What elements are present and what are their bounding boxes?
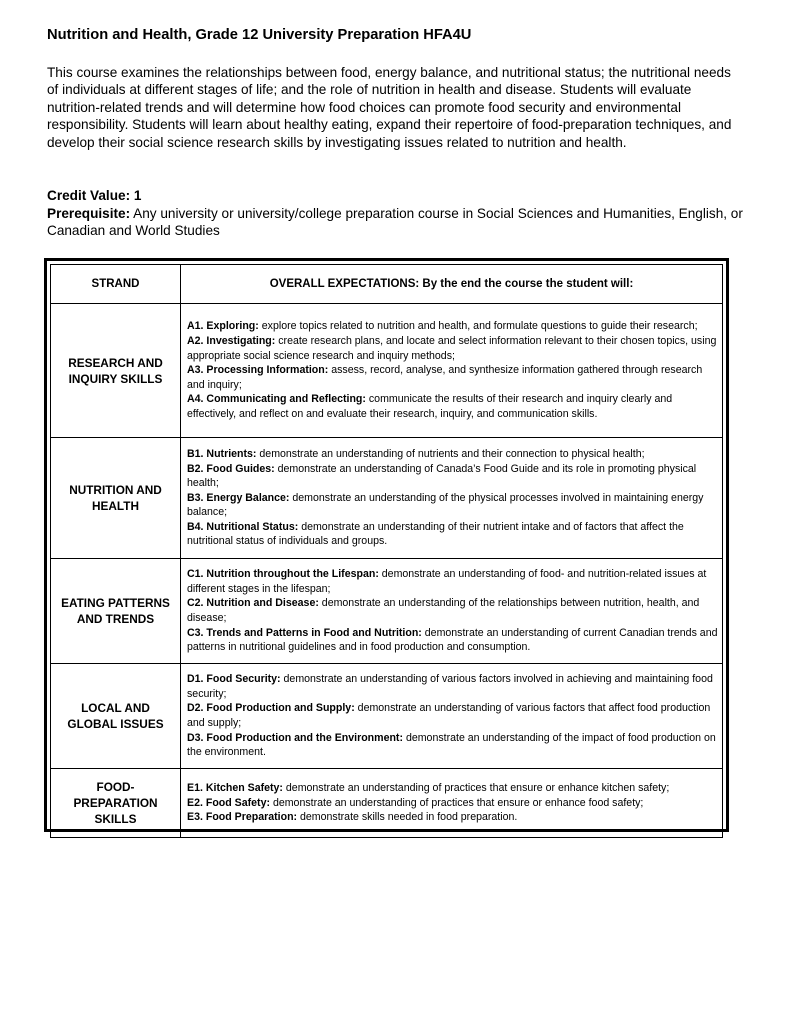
header-expectations: OVERALL EXPECTATIONS: By the end the course the student will: xyxy=(181,265,723,304)
expectation-text: create research plans, and locate and select information relevant to their chosen topics, using appropriate social science research and inquiry methods; xyxy=(187,335,717,362)
expectation-item xyxy=(187,596,718,625)
expectation-label: A4. Communicating and Reflecting: xyxy=(187,393,366,406)
table-row xyxy=(51,559,723,664)
expectation-label: A2. Investigating: xyxy=(187,335,276,348)
header-strand: STRAND xyxy=(51,265,181,304)
table-header-row xyxy=(51,265,723,304)
expectations-cell xyxy=(181,664,723,769)
expectation-label: C2. Nutrition and Disease: xyxy=(187,597,319,610)
expectation-label: B3. Energy Balance: xyxy=(187,491,290,504)
expectation-item xyxy=(187,319,718,334)
table-body xyxy=(51,304,723,838)
strand-cell: RESEARCH AND INQUIRY SKILLS xyxy=(51,304,181,438)
expectation-label: C3. Trends and Patterns in Food and Nutrition: xyxy=(187,626,422,639)
expectations-table xyxy=(50,264,723,838)
prerequisite xyxy=(47,205,747,240)
expectation-text: demonstrate an understanding of practices that ensure or enhance kitchen safety; xyxy=(282,782,670,795)
expectation-label: D3. Food Production and the Environment: xyxy=(187,731,403,744)
expectation-text: demonstrate an understanding of the relationships between nutrition, health, and disease; xyxy=(187,597,700,624)
expectation-text: demonstrate an understanding of nutrients and their connection to physical health; xyxy=(256,447,645,460)
expectation-item xyxy=(187,520,718,549)
expectation-text: demonstrate an understanding of food- and nutrition-related issues at different stages in the lifespan; xyxy=(187,568,707,595)
prerequisite-text: Any university or university/college preparation course in Social Sciences and Humanities, English, or Canadian and World Studies xyxy=(47,206,743,239)
expectations-cell xyxy=(181,438,723,559)
expectation-item xyxy=(187,731,718,760)
course-title: Nutrition and Health, Grade 12 University Preparation HFA4U xyxy=(47,27,472,43)
expectation-item xyxy=(187,447,718,462)
expectations-cell xyxy=(181,559,723,664)
table-row xyxy=(51,664,723,769)
table-row xyxy=(51,438,723,559)
expectation-text: demonstrate an understanding of various factors that affect food production and supply; xyxy=(187,702,711,729)
expectation-text: demonstrate an understanding of Canada’s Food Guide and its role in promoting physical health; xyxy=(187,462,697,490)
table-row xyxy=(51,769,723,838)
expectation-text: demonstrate an understanding of practices that ensure or enhance food safety; xyxy=(270,796,644,809)
expectation-text: demonstrate an understanding of current Canadian trends and patterns in nutritional guidelines and in food production and consumption. xyxy=(187,626,718,654)
expectation-item xyxy=(187,701,718,730)
expectation-label: A1. Exploring: xyxy=(187,320,259,333)
expectation-item xyxy=(187,491,718,520)
expectation-text: demonstrate an understanding of their nutrient intake and of factors that affect the nutritional status of individuals and groups. xyxy=(187,520,684,548)
expectation-label: E1. Kitchen Safety: xyxy=(187,782,283,795)
strand-cell: NUTRITION AND HEALTH xyxy=(51,438,181,559)
expectation-label: C1. Nutrition throughout the Lifespan: xyxy=(187,568,379,581)
strand-cell: EATING PATTERNS AND TRENDS xyxy=(51,559,181,664)
expectation-item xyxy=(187,462,718,491)
expectation-label: E2. Food Safety: xyxy=(187,796,270,809)
expectation-label: E3. Food Preparation: xyxy=(187,811,298,824)
expectation-label: B4. Nutritional Status: xyxy=(187,520,299,533)
credit-value: Credit Value: 1 xyxy=(47,188,142,203)
table-row xyxy=(51,304,723,438)
expectation-item xyxy=(187,672,718,701)
expectation-item xyxy=(187,781,718,796)
expectation-label: D2. Food Production and Supply: xyxy=(187,702,355,715)
expectation-text: demonstrate an understanding of the impact of food production on the environment. xyxy=(187,731,716,759)
expectation-item xyxy=(187,567,718,596)
expectation-text: demonstrate an understanding of various factors involved in achieving and maintaining food security; xyxy=(187,673,713,700)
strand-cell: FOOD-PREPARATION SKILLS xyxy=(51,769,181,838)
expectations-table-frame xyxy=(44,258,729,832)
expectation-item xyxy=(187,626,718,655)
expectation-item xyxy=(187,363,718,392)
expectations-cell xyxy=(181,304,723,438)
expectation-label: A3. Processing Information: xyxy=(187,364,329,377)
expectation-item xyxy=(187,334,718,363)
prerequisite-label: Prerequisite: xyxy=(47,206,131,221)
expectation-text: demonstrate skills needed in food preparation. xyxy=(297,811,518,824)
expectation-label: B2. Food Guides: xyxy=(187,462,275,475)
expectation-item xyxy=(187,796,718,811)
strand-cell: LOCAL AND GLOBAL ISSUES xyxy=(51,664,181,769)
expectation-text: assess, record, analyse, and synthesize information gathered through research and inquiry; xyxy=(187,364,703,391)
expectation-label: D1. Food Security: xyxy=(187,673,281,686)
expectation-item xyxy=(187,810,718,825)
expectation-text: demonstrate an understanding of the physical processes involved in maintaining energy balance; xyxy=(187,491,704,519)
course-description: This course examines the relationships between food, energy balance, and nutritional status; the nutritional needs of individuals at different stages of life; and the role of nutrition in health and disease. Students will evaluate nutrition-related trends and will determine how food choices can promote food security and environmental responsibility. Students will learn about healthy eating, expand their repertoire of food-preparation techniques, and develop their social science research skills by investigating issues related to nutrition and health. xyxy=(47,65,732,150)
expectation-label: B1. Nutrients: xyxy=(187,447,257,460)
expectations-cell xyxy=(181,769,723,838)
expectation-item xyxy=(187,392,718,421)
expectation-text: communicate the results of their research and inquiry clearly and effectively, and reflect on and evaluate their research, inquiry, and communication skills. xyxy=(187,393,673,420)
expectation-text: explore topics related to nutrition and health, and formulate questions to guide their research; xyxy=(258,320,698,333)
